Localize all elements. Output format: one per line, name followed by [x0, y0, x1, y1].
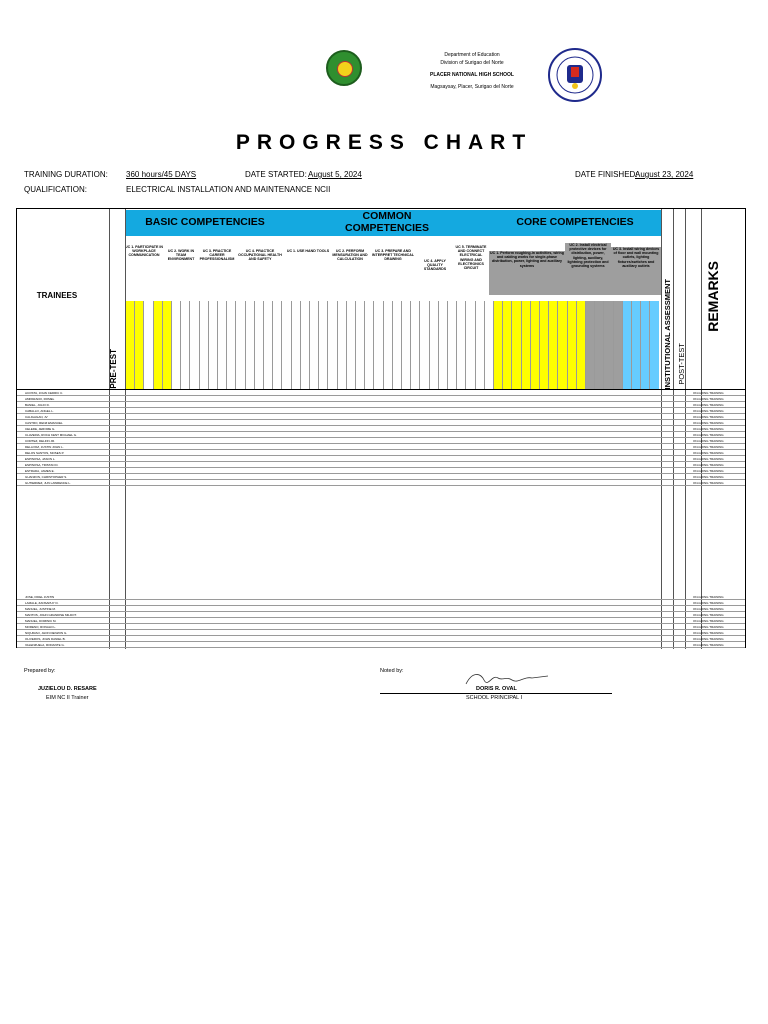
- competency-subcolumn: [502, 301, 511, 389]
- common-uc5: UC 5. TERMINATE AND CONNECT ELECTRICAL WIRING AND ELECTRONICS CIRCUIT: [455, 245, 487, 271]
- trainee-remark: ON-GOING TRAINING: [693, 433, 724, 437]
- core-competencies-header: CORE COMPETENCIES: [489, 210, 661, 236]
- date-finished-value: August 23, 2024: [635, 170, 694, 179]
- trainee-name: ESPINOSA, TRISTAN D.: [25, 463, 59, 467]
- competency-subcolumn: [613, 301, 622, 389]
- competency-subcolumn: [530, 301, 539, 389]
- trainee-remark: ON-GOING TRAINING: [693, 643, 724, 647]
- competency-subcolumn: [245, 301, 254, 389]
- trainee-name: BANIEL, JULIO D.: [25, 403, 50, 407]
- competency-subcolumn: [226, 301, 235, 389]
- competency-subcolumn: [291, 301, 300, 389]
- date-started-label: DATE STARTED:: [245, 170, 307, 179]
- dept-name: Department of Education: [444, 52, 500, 58]
- trainee-name: GUTIERREZ, JUN LAWRENCE L.: [25, 481, 71, 485]
- competency-subcolumn: [199, 301, 208, 389]
- progress-table: [16, 208, 746, 648]
- competency-subcolumn: [585, 301, 594, 389]
- trainee-name: VALENZUELA, RODANTE G.: [25, 643, 65, 647]
- trainee-remark: ON-GOING TRAINING: [693, 451, 724, 455]
- competency-subcolumn: [475, 301, 484, 389]
- competency-subcolumn: [640, 301, 649, 389]
- competency-subcolumn: [410, 301, 419, 389]
- competency-subcolumn: [217, 301, 226, 389]
- competency-subcolumn: [484, 301, 493, 389]
- trainee-remark: ON-GOING TRAINING: [693, 403, 724, 407]
- common-uc2: UC 2. PERFORM MENSURATION AND CALCULATION: [332, 249, 368, 262]
- qualification-label: QUALIFICATION:: [24, 185, 87, 194]
- trainee-name: CORTEZ, DELFIN JR.: [25, 439, 55, 443]
- trainee-name: CABALLO, ANGEL L.: [25, 409, 54, 413]
- basic-uc4: UC 4. PRACTICE OCCUPATIONAL HEALTH AND SAFETY: [238, 249, 282, 262]
- core-uc1: UC 1. Perform roughing-in activities, wiring and cabling works for single-phase distribution, power, lighting and auxiliary systems: [489, 251, 565, 295]
- trainee-remark: ON-GOING TRAINING: [693, 481, 724, 485]
- competency-subcolumn: [493, 301, 502, 389]
- pretest-header: PRE-TEST: [109, 349, 118, 389]
- competency-subcolumn: [548, 301, 557, 389]
- page-title: PROGRESS CHART: [235, 131, 533, 154]
- trainee-name: ESTRADA, JAMES E.: [25, 469, 55, 473]
- trainee-name: CLAVERIA, ROCH KENT MICHAEL G.: [25, 433, 77, 437]
- competency-subcolumn: [272, 301, 281, 389]
- trainee-remark: ON-GOING TRAINING: [693, 619, 724, 623]
- table-row: [17, 642, 745, 648]
- qualification-value: ELECTRICAL INSTALLATION AND MAINTENANCE NCII: [126, 185, 331, 194]
- trainee-remark: ON-GOING TRAINING: [693, 445, 724, 449]
- trainee-name: GUANZON, CHRISTOPHER S.: [25, 475, 68, 479]
- trainee-name: CALIGAGAN, JV: [25, 415, 48, 419]
- date-started-value: August 5, 2024: [308, 170, 362, 179]
- noted-by-role: SCHOOL PRINCIPAL I: [466, 695, 523, 701]
- core-uc2: UC 2. Install electrical protective devices for distribution, power, lighting, auxiliary, lightning protection and grounding systems: [565, 243, 611, 295]
- date-finished-label: DATE FINISHED:: [575, 170, 638, 179]
- competency-subcolumn: [649, 301, 658, 389]
- prepared-by-name: JUZIELOU D. RESARE: [38, 686, 97, 692]
- trainee-name: MANUEL, JUSTINE M.: [25, 607, 56, 611]
- competency-subcolumn: [429, 301, 438, 389]
- competency-subcolumn: [438, 301, 447, 389]
- institutional-header: INSTITUTIONAL ASSESSMENT: [663, 279, 672, 390]
- competency-subcolumn: [125, 301, 134, 389]
- noted-by-name: DORIS R. OVAL: [476, 686, 517, 692]
- common-competencies-header: COMMON COMPETENCIES: [285, 210, 489, 236]
- competency-subcolumn: [567, 301, 576, 389]
- posttest-header: POST-TEST: [677, 343, 686, 385]
- competency-subcolumn: [134, 301, 143, 389]
- trainee-remark: ON-GOING TRAINING: [693, 601, 724, 605]
- common-uc3: UC 3. PREPARE AND INTERPRET TECHNICAL DRAWING: [371, 249, 415, 262]
- trainee-name: MANUEL, DOMINIC M.: [25, 619, 57, 623]
- competency-subcolumn: [447, 301, 456, 389]
- competency-subcolumn: [603, 301, 612, 389]
- trainee-name: NIQUIRAO, JHON DENZON G.: [25, 631, 68, 635]
- trainee-remark: ON-GOING TRAINING: [693, 637, 724, 641]
- competency-subcolumn: [153, 301, 162, 389]
- competency-subcolumn: [171, 301, 180, 389]
- competency-subcolumn: [383, 301, 392, 389]
- competency-subcolumn: [143, 301, 152, 389]
- competency-subcolumn: [419, 301, 428, 389]
- trainee-remark: ON-GOING TRAINING: [693, 439, 724, 443]
- competency-subcolumn: [576, 301, 585, 389]
- trainee-remark: ON-GOING TRAINING: [693, 457, 724, 461]
- competency-subcolumn: [208, 301, 217, 389]
- trainee-remark: ON-GOING TRAINING: [693, 391, 724, 395]
- competency-subcolumn: [162, 301, 171, 389]
- competency-subcolumn: [521, 301, 530, 389]
- trainee-name: CASTRO, RENZ EMANUEL: [25, 421, 63, 425]
- competency-subcolumn: [364, 301, 373, 389]
- trainee-name: CELEDE, JEROME G.: [25, 427, 56, 431]
- trainee-remark: ON-GOING TRAINING: [693, 409, 724, 413]
- trainee-name: DELOS SANTOS, MOSES P.: [25, 451, 65, 455]
- school-address: Magsaysay, Placer, Surigao del Norte: [430, 84, 514, 90]
- competency-subcolumn: [254, 301, 263, 389]
- common-uc4: UC 4. APPLY QUALITY STANDARDS: [423, 259, 447, 272]
- competency-subcolumn: [511, 301, 520, 389]
- trainee-name: MORENO, RONALD L.: [25, 625, 57, 629]
- competency-subcolumn: [557, 301, 566, 389]
- basic-uc1: UC 1. PARTICIPATE IN WORKPLACE COMMUNICATION: [125, 245, 163, 258]
- trainee-name: JOSE, FIDEL JUSTIN: [25, 595, 55, 599]
- noted-by-label: Noted by:: [380, 668, 404, 674]
- competency-subcolumn: [327, 301, 336, 389]
- trainees-header: TRAINEES: [36, 291, 78, 300]
- competency-subcolumn: [180, 301, 189, 389]
- competency-subcolumn: [392, 301, 401, 389]
- basic-competencies-header: BASIC COMPETENCIES: [125, 210, 285, 236]
- trainee-remark: ON-GOING TRAINING: [693, 595, 724, 599]
- trainee-remark: ON-GOING TRAINING: [693, 475, 724, 479]
- competency-subcolumn: [355, 301, 364, 389]
- trainee-remark: ON-GOING TRAINING: [693, 463, 724, 467]
- basic-uc2: UC 2. WORK IN TEAM ENVIRONMENT: [167, 249, 195, 262]
- table-row: [17, 480, 745, 486]
- trainee-name: AMPARADO, ROMEL: [25, 397, 55, 401]
- trainee-remark: ON-GOING TRAINING: [693, 427, 724, 431]
- competency-subcolumn: [235, 301, 244, 389]
- trainee-remark: ON-GOING TRAINING: [693, 625, 724, 629]
- trainee-name: DELA PAZ, JUSTIN JOHN L.: [25, 445, 64, 449]
- trainee-name: LAMALE, ZANSAPHY D.: [25, 601, 59, 605]
- signature-line: [380, 693, 612, 694]
- trainee-name: OLIVEROS, JOHN DANIEL B.: [25, 637, 66, 641]
- duration-value: 360 hours/45 DAYS: [126, 170, 197, 179]
- trainee-remark: ON-GOING TRAINING: [693, 631, 724, 635]
- division-name: Division of Surigao del Norte: [440, 60, 504, 66]
- remarks-header: REMARKS: [705, 261, 721, 332]
- school-seal-icon: [326, 50, 362, 86]
- trainee-remark: ON-GOING TRAINING: [693, 397, 724, 401]
- school-name: PLACER NATIONAL HIGH SCHOOL: [430, 72, 514, 78]
- competency-subcolumn: [465, 301, 474, 389]
- trainee-remark: ON-GOING TRAINING: [693, 607, 724, 611]
- competency-subcolumn: [594, 301, 603, 389]
- trainee-remark: ON-GOING TRAINING: [693, 421, 724, 425]
- competency-subcolumn: [189, 301, 198, 389]
- prepared-by-label: Prepared by:: [24, 668, 56, 674]
- competency-subcolumn: [337, 301, 346, 389]
- competency-subcolumn: [401, 301, 410, 389]
- deped-seal-icon: [548, 48, 602, 102]
- competency-subcolumn: [373, 301, 382, 389]
- core-uc3: UC 3. Install wiring devices of floor and wall mounting outlets, lighting fixtures/switches and auxiliary outlets: [611, 247, 661, 295]
- competency-subcolumn: [281, 301, 290, 389]
- competency-subcolumn: [300, 301, 309, 389]
- trainee-remark: ON-GOING TRAINING: [693, 415, 724, 419]
- trainee-remark: ON-GOING TRAINING: [693, 613, 724, 617]
- competency-subcolumn: [346, 301, 355, 389]
- competency-subcolumn: [456, 301, 465, 389]
- competency-subcolumn: [318, 301, 327, 389]
- common-uc1: UC 1. USE HAND TOOLS: [286, 249, 330, 253]
- trainee-name: ACOSTA, JOHN CEDRIC C.: [25, 391, 64, 395]
- trainee-name: ESPINOSA, JASON L.: [25, 457, 56, 461]
- trainee-remark: ON-GOING TRAINING: [693, 469, 724, 473]
- competency-subcolumn: [539, 301, 548, 389]
- trainee-name: MANTOS, JOHN GRANDISE MILDOT.: [25, 613, 77, 617]
- basic-uc3: UC 3. PRACTICE CAREER PROFESSIONALISM: [199, 249, 235, 262]
- competency-subcolumn: [631, 301, 640, 389]
- duration-label: TRAINING DURATION:: [24, 170, 108, 179]
- prepared-by-role: EIM NC II Trainer: [46, 695, 89, 701]
- competency-subcolumn: [309, 301, 318, 389]
- competency-subcolumn: [622, 301, 631, 389]
- competency-subcolumn: [263, 301, 272, 389]
